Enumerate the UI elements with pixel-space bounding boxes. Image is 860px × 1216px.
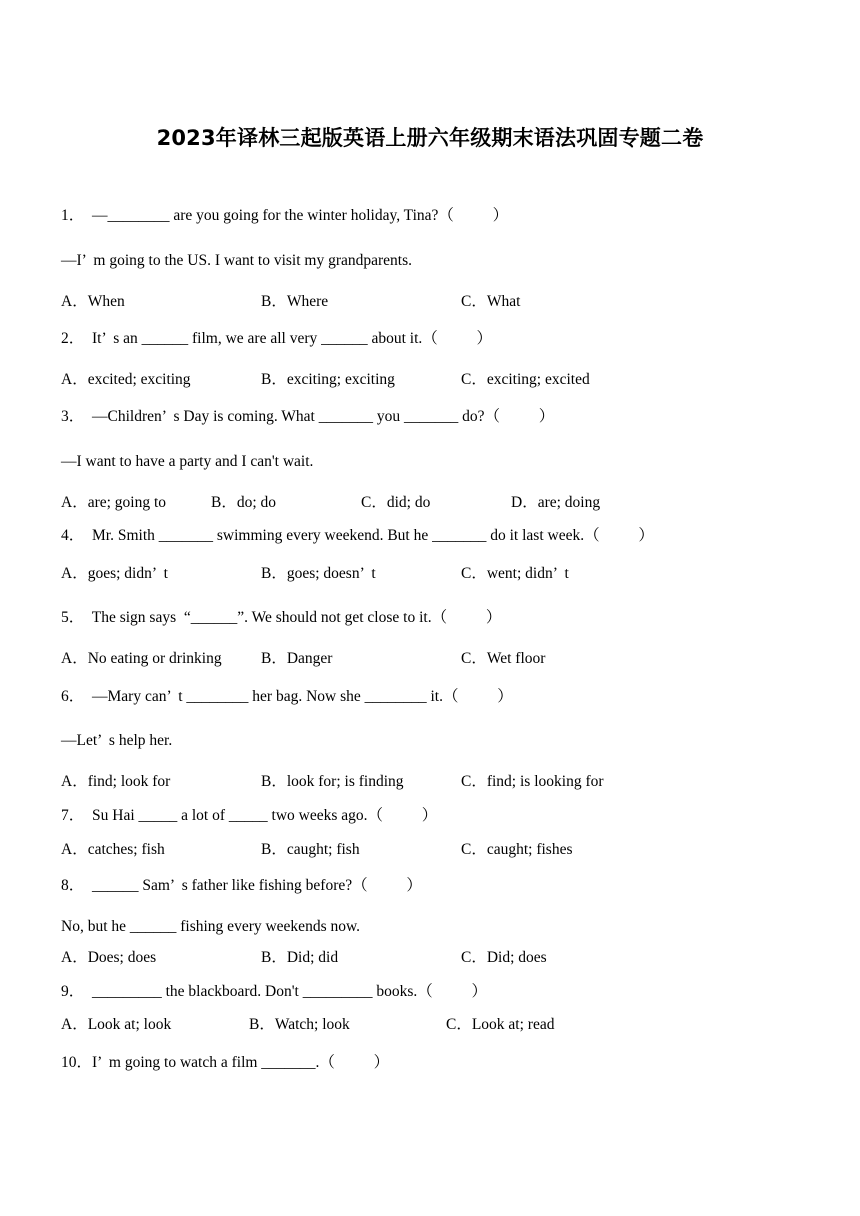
question-2-option-b: B．exciting; exciting — [261, 371, 395, 388]
question-3-option-b: B．do; do — [211, 494, 277, 511]
question-9-option-b: B．Watch; look — [249, 1016, 350, 1033]
question-1-dialogue: —I’ m going to the US. I want to visit my grandparents. — [61, 252, 412, 269]
question-2-option-a: A．excited; exciting — [61, 371, 191, 388]
question-7-stem: 7． Su Hai _____ a lot of _____ two weeks ago.（ ） — [61, 807, 438, 824]
question-5-option-b: B．Danger — [261, 650, 333, 667]
question-3-option-d: D．are; doing — [511, 494, 601, 511]
question-9-stem: 9． _________ the blackboard. Don't _________ books.（ ） — [61, 983, 487, 1000]
question-8-option-c: C．Did; does — [461, 949, 547, 966]
question-3-dialogue: —I want to have a party and I can't wait. — [61, 453, 314, 470]
question-5-option-a: A．No eating or drinking — [61, 650, 222, 667]
question-7-option-c: C．caught; fishes — [461, 841, 573, 858]
question-9-option-c: C．Look at; read — [446, 1016, 555, 1033]
question-4-stem: 4． Mr. Smith _______ swimming every weekend. But he _______ do it last week.（ ） — [61, 527, 654, 544]
question-3-stem: 3． —Children’ s Day is coming. What _______ you _______ do?（ ） — [61, 408, 555, 425]
document-title: 2023年译林三起版英语上册六年级期末语法巩固专题二卷 — [156, 126, 704, 150]
question-6-option-c: C．find; is looking for — [461, 773, 604, 790]
question-7-option-b: B．caught; fish — [261, 841, 360, 858]
question-8-option-a: A．Does; does — [61, 949, 157, 966]
question-2-option-c: C．exciting; excited — [461, 371, 590, 388]
question-4-option-c: C．went; didn’ t — [461, 565, 569, 582]
question-9-option-a: A．Look at; look — [61, 1016, 172, 1033]
question-7-option-a: A．catches; fish — [61, 841, 165, 858]
question-1-stem: 1． —________ are you going for the winter holiday, Tina?（ ） — [61, 207, 509, 224]
question-1-option-c: C．What — [461, 293, 521, 310]
question-3-option-a: A．are; going to — [61, 494, 167, 511]
question-10-stem: 10．I’ m going to watch a film _______.（ ） — [61, 1054, 390, 1071]
question-5-option-c: C．Wet floor — [461, 650, 546, 667]
question-5-stem: 5． The sign says “______”. We should not get close to it.（ ） — [61, 609, 502, 626]
question-4-option-a: A．goes; didn’ t — [61, 565, 168, 582]
question-8-option-b: B．Did; did — [261, 949, 339, 966]
question-6-dialogue: —Let’ s help her. — [61, 732, 173, 749]
question-2-stem: 2． It’ s an ______ film, we are all very ______ about it.（ ） — [61, 330, 493, 347]
question-3-option-c: C．did; do — [361, 494, 431, 511]
question-6-option-b: B．look for; is finding — [261, 773, 404, 790]
question-8-dialogue: No, but he ______ fishing every weekends now. — [61, 918, 361, 935]
question-4-option-b: B．goes; doesn’ t — [261, 565, 376, 582]
question-8-stem: 8． ______ Sam’ s father like fishing before?（ ） — [61, 877, 422, 894]
question-1-option-b: B．Where — [261, 293, 329, 310]
question-6-stem: 6． —Mary can’ t ________ her bag. Now she ________ it.（ ） — [61, 688, 513, 705]
question-1-option-a: A．When — [61, 293, 125, 310]
question-6-option-a: A．find; look for — [61, 773, 171, 790]
